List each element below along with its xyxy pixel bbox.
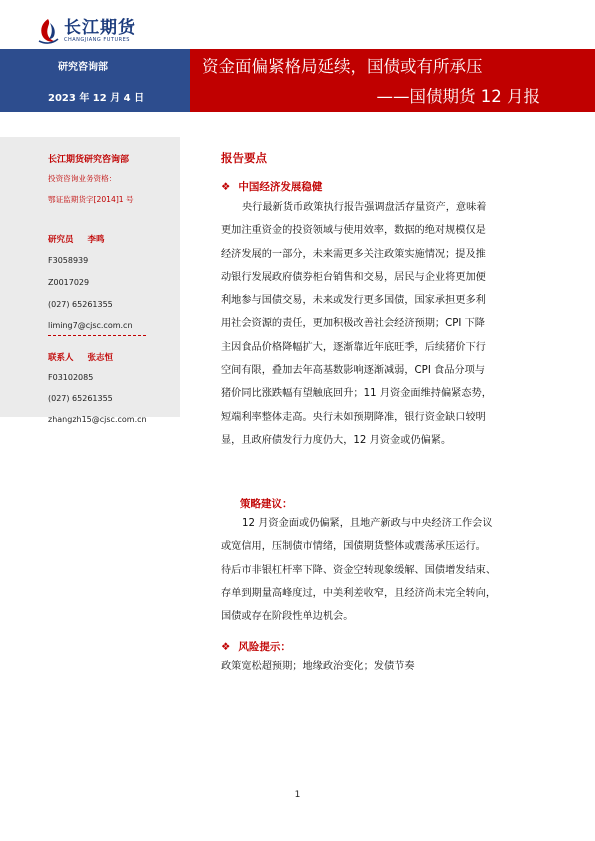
researcher-email[interactable]: liming7@cjsc.com.cn <box>48 321 133 330</box>
brand-logo <box>36 16 136 46</box>
section-title: 报告要点 <box>221 151 267 165</box>
contact-info-line: (027) 65261355 <box>48 394 113 403</box>
diamond-bullet-icon: ❖ <box>221 181 231 193</box>
researcher-heading <box>48 233 105 245</box>
report-title: 资金面偏紧格局延续，国债或有所承压 <box>202 57 483 76</box>
researcher-name: 李鸣 <box>87 235 105 245</box>
risk-heading <box>221 639 291 654</box>
economy-paragraph <box>221 196 492 452</box>
paragraph-line: 待后市非银杠杆率下降、资金空转现象缓解、国债增发结束、 <box>221 564 497 576</box>
paragraph-line: 猪价同比涨跌幅有望触底回升；11 月资金面维持偏紧态势， <box>221 388 492 400</box>
researcher-info-line: Z0017029 <box>48 278 90 287</box>
changjiang-logo-icon <box>36 17 60 45</box>
header-band-left <box>0 49 190 112</box>
risk-paragraph <box>221 655 415 678</box>
header-band-right <box>190 49 595 112</box>
qualification-line: 鄂证监期货字[2014]1 号 <box>48 195 134 204</box>
strategy-paragraph <box>221 512 496 628</box>
department-label: 研究咨询部 <box>58 62 108 73</box>
contact-label: 联系人 <box>48 353 74 363</box>
contact-heading <box>48 351 113 363</box>
contact-name: 张志恒 <box>87 353 114 363</box>
economy-heading <box>221 179 322 194</box>
paragraph-line: 经济发展的一部分，未来需更多关注政策实施情况；提及推 <box>221 248 486 260</box>
brand-name-cn: 长江期货 <box>64 17 136 38</box>
page-number: 1 <box>294 790 301 800</box>
paragraph-line: 显，且政府债发行力度仍大，12 月资金或仍偏紧。 <box>221 434 452 446</box>
brand-name-en: CHANGJIANG FUTURES <box>64 36 130 43</box>
strategy-heading: 策略建议： <box>240 498 293 510</box>
paragraph-line: 存单到期量高峰度过，中美利差收窄，且经济尚未完全转向， <box>221 587 497 599</box>
contact-info-line: F03102085 <box>48 373 94 382</box>
paragraph-line: 更加注重资金的投资领域与使用效率，数据的绝对规模仅是 <box>221 225 486 237</box>
paragraph-line: 政策宽松超预期；地缘政治变化；发债节奏 <box>221 661 415 672</box>
sidebar-heading: 长江期货研究咨询部 <box>48 155 130 165</box>
paragraph-line: 动银行发展政府债券柜台销售和交易，居民与企业将更加便 <box>221 271 486 283</box>
researcher-info-line: F3058939 <box>48 256 89 265</box>
paragraph-line: 或宽信用，压制债市情绪，国债期货整体或震荡承压运行。 <box>221 541 486 553</box>
paragraph-line: 主因食品价格降幅扩大，逐渐靠近年底旺季，后续猪价下行 <box>221 341 486 353</box>
researcher-label: 研究员 <box>48 235 74 245</box>
paragraph-line: 国债或存在阶段性单边机会。 <box>221 611 354 623</box>
economy-heading-text: 中国经济发展稳健 <box>238 181 323 193</box>
qualification-line: 投资咨询业务资格： <box>48 174 117 183</box>
contact-sidebar <box>0 137 180 424</box>
paragraph-line: 短端利率整体走高。央行未如预期降准，银行资金缺口较明 <box>221 411 486 423</box>
paragraph-line: 利地参与国债交易，未来或发行更多国债，国家承担更多利 <box>221 295 486 307</box>
sidebar-divider <box>48 335 146 336</box>
risk-heading-text: 风险提示： <box>238 641 291 653</box>
report-subtitle: ——国债期货 12 月报 <box>376 87 540 106</box>
paragraph-line: 用社会资源的责任，更加积极改善社会经济预期；CPI 下降 <box>221 318 485 330</box>
contact-email[interactable]: zhangzh15@cjsc.com.cn <box>48 415 147 424</box>
paragraph-line: 12 月资金面或仍偏紧，且地产新政与中央经济工作会议 <box>242 518 493 529</box>
report-date: 2023 年 12 月 4 日 <box>48 93 145 104</box>
paragraph-line: 央行最新货币政策执行报告强调盘活存量资产，意味着 <box>242 202 487 213</box>
diamond-bullet-icon: ❖ <box>221 641 231 653</box>
researcher-info-line: (027) 65261355 <box>48 300 113 309</box>
paragraph-line: 空间有限，叠加去年高基数影响逐渐减弱，CPI 食品分项与 <box>221 365 485 377</box>
